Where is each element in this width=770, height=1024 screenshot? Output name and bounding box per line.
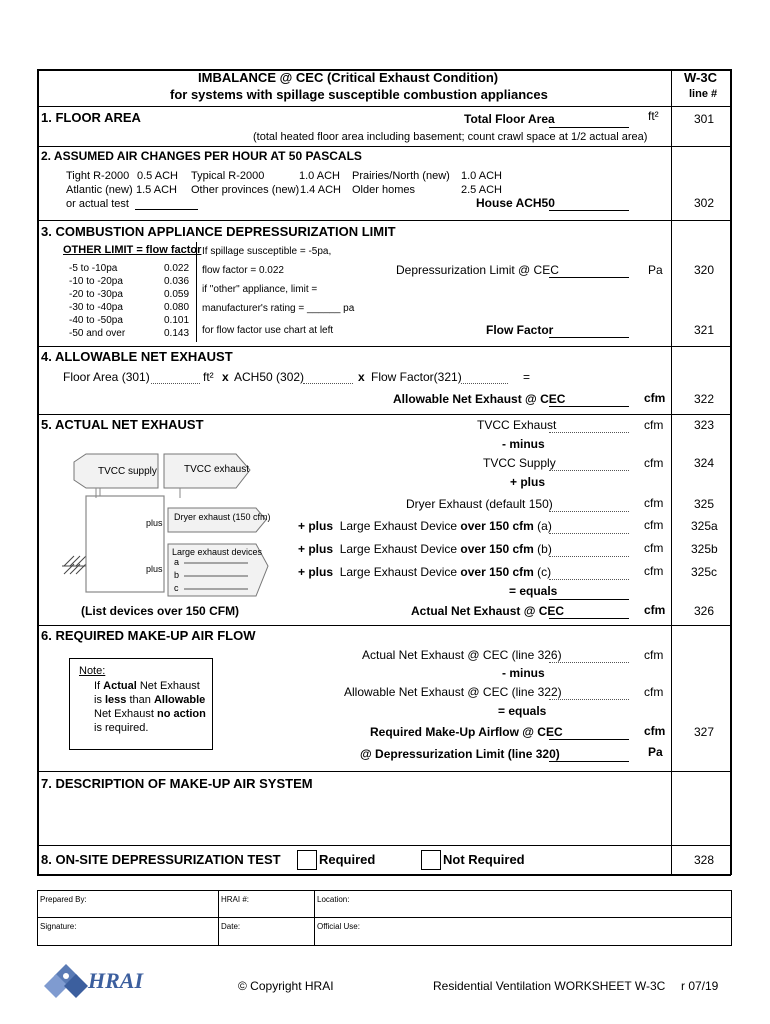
note-text: is xyxy=(94,694,105,706)
line-320: 320 xyxy=(694,263,715,277)
worksheet-name: Residential Ventilation WORKSHEET W-3C xyxy=(433,979,666,993)
unit-ft2: ft² xyxy=(648,109,659,123)
tvcc-exhaust-label: TVCC Exhaust xyxy=(477,418,557,432)
section-1-title: 1. FLOOR AREA xyxy=(41,110,141,125)
line-322: 322 xyxy=(694,392,715,406)
line-325b: 325b xyxy=(691,542,718,556)
makeup-allowable-label: Allowable Net Exhaust @ CEC (line 322) xyxy=(344,685,562,699)
large-device-b-field[interactable] xyxy=(549,556,629,557)
line-302: 302 xyxy=(694,196,715,210)
note-manufacturer-rating: manufacturer's rating = ______ pa xyxy=(202,303,355,314)
large-device-suffix: (a) xyxy=(533,519,552,533)
large-device-suffix: (b) xyxy=(533,542,552,556)
title-line2: for systems with spillage susceptible combustion appliances xyxy=(170,87,548,102)
plus-label: + plus xyxy=(510,475,546,489)
divider xyxy=(37,220,731,221)
equals-label: = equals xyxy=(498,704,547,718)
other-limit-header: OTHER LIMIT = flow factor xyxy=(63,244,202,256)
divider xyxy=(314,890,315,945)
unit-cfm: cfm xyxy=(644,518,664,532)
minus-label: - minus xyxy=(502,666,545,680)
house-ach50-field[interactable] xyxy=(549,210,629,211)
required-checkbox[interactable] xyxy=(297,850,317,870)
allowable-net-exhaust-label: Allowable Net Exhaust @ CEC xyxy=(393,392,566,406)
note-title: Note: xyxy=(79,665,106,677)
line-301: 301 xyxy=(694,112,715,126)
unit-cfm: cfm xyxy=(644,418,664,432)
flow-factor-label: Flow Factor xyxy=(486,323,554,337)
tvcc-supply-label: TVCC Supply xyxy=(483,456,556,470)
limit-range: -20 to -30pa xyxy=(69,289,123,300)
unit-cfm: cfm xyxy=(644,564,664,578)
line-321: 321 xyxy=(694,323,715,337)
ach-older-homes: Older homes xyxy=(352,184,415,196)
unit-pa: Pa xyxy=(648,745,663,759)
depressurization-ref-field[interactable] xyxy=(549,761,629,762)
section-2-title: 2. ASSUMED AIR CHANGES PER HOUR AT 50 PASCALS xyxy=(41,149,362,163)
equals-rule xyxy=(549,599,629,600)
line-323: 323 xyxy=(694,418,715,432)
diagram-dryer: Dryer exhaust (150 cfm) xyxy=(174,512,271,522)
frame-right xyxy=(730,69,732,875)
signature-field[interactable]: Signature: xyxy=(40,922,77,931)
house-wall-icon xyxy=(86,496,164,592)
calc-ach50: ACH50 (302) xyxy=(234,370,305,384)
note-spillage: If spillage susceptible = -5pa, xyxy=(202,246,332,257)
ach-prairies: Prairies/North (new) xyxy=(352,170,450,182)
line-325: 325 xyxy=(694,497,715,511)
title-line1: IMBALANCE @ CEC (Critical Exhaust Condition) xyxy=(198,70,499,85)
unit-cfm: cfm xyxy=(644,496,664,510)
depressurization-limit-field[interactable] xyxy=(549,277,629,278)
plus-label: + plus xyxy=(298,542,334,556)
ach-other-provinces: Other provinces (new) xyxy=(191,184,300,196)
large-device-bold: over 150 cfm xyxy=(460,519,534,533)
frame-left xyxy=(37,69,39,875)
divider xyxy=(218,890,219,945)
prepared-by-field[interactable]: Prepared By: xyxy=(40,895,87,904)
section-8-title: 8. ON-SITE DEPRESSURIZATION TEST xyxy=(41,852,281,867)
limit-range: -10 to -20pa xyxy=(69,276,123,287)
floor-area-note: (total heated floor area including basement; count crawl space at 1/2 actual area) xyxy=(253,131,648,143)
date-field[interactable]: Date: xyxy=(221,922,241,931)
signature-table xyxy=(37,890,732,946)
diagram-c: c xyxy=(174,583,179,593)
limit-range: -40 to -50pa xyxy=(69,315,123,326)
hrai-logo xyxy=(44,962,164,1002)
calc-times: x xyxy=(358,370,365,384)
section-4-title: 4. ALLOWABLE NET EXHAUST xyxy=(41,349,233,364)
note-text: is required. xyxy=(94,722,149,734)
calc-flow-factor-field[interactable] xyxy=(461,383,508,384)
diagram-tvcc-supply: TVCC supply xyxy=(98,466,157,477)
location-field[interactable]: Location: xyxy=(317,895,350,904)
depressurization-limit-label: Depressurization Limit @ CEC xyxy=(396,263,559,277)
not-required-label: Not Required xyxy=(443,852,525,867)
limit-factor: 0.059 xyxy=(164,289,190,300)
ach-typical-r2000: Typical R-2000 xyxy=(191,170,265,182)
tvcc-supply-field[interactable] xyxy=(549,470,629,471)
calc-ach50-field[interactable] xyxy=(303,383,353,384)
makeup-actual-field[interactable] xyxy=(549,662,629,663)
large-device-label: Large Exhaust Device xyxy=(339,565,461,579)
large-device-label: Large Exhaust Device xyxy=(339,542,461,556)
section-3-title: 3. COMBUSTION APPLIANCE DEPRESSURIZATION LIMIT xyxy=(41,224,396,239)
diagram-plus: plus xyxy=(146,518,163,528)
line-number-label: line # xyxy=(689,88,718,100)
unit-cfm: cfm xyxy=(644,603,666,617)
total-floor-area-label: Total Floor Area xyxy=(464,112,555,126)
note-text: than xyxy=(126,694,154,706)
diagram-large-devices: Large exhaust devices xyxy=(172,547,263,557)
divider xyxy=(37,917,731,918)
calc-times: x xyxy=(222,370,229,384)
limit-table-divider xyxy=(196,242,197,342)
large-device-c-field[interactable] xyxy=(549,579,629,580)
note-text: Net Exhaust xyxy=(94,708,157,720)
ach-prairies-value: 1.0 ACH xyxy=(461,170,502,182)
ach-tight-value: 0.5 ACH xyxy=(137,170,178,182)
large-device-bold: over 150 cfm xyxy=(460,565,534,579)
dryer-exhaust-label: Dryer Exhaust (default 150) xyxy=(406,497,553,511)
actual-net-exhaust-label: Actual Net Exhaust @ CEC xyxy=(411,604,565,618)
ground-hatch-icon xyxy=(62,556,86,574)
line-326: 326 xyxy=(694,604,715,618)
ach-typical-value: 1.0 ACH xyxy=(299,170,340,182)
calc-flow-factor: Flow Factor(321) xyxy=(371,370,462,384)
divider xyxy=(37,346,731,347)
unit-cfm: cfm xyxy=(644,685,664,699)
ach-other-value: 1.4 ACH xyxy=(300,184,341,196)
diagram-b: b xyxy=(174,570,180,580)
limit-range: -50 and over xyxy=(69,328,126,339)
large-device-a-field[interactable] xyxy=(549,533,629,534)
calc-floor-area: Floor Area (301) xyxy=(63,370,150,384)
limit-factor: 0.022 xyxy=(164,263,190,274)
ach-tight-r2000: Tight R-2000 xyxy=(66,170,130,182)
ach-actual-test: or actual test xyxy=(66,198,129,210)
unit-cfm: cfm xyxy=(644,456,664,470)
not-required-checkbox[interactable] xyxy=(421,850,441,870)
house-ach50-label: House ACH50 xyxy=(476,196,555,210)
depressurization-limit-ref: @ Depressurization Limit (line 320) xyxy=(360,747,560,761)
note-text: Net Exhaust xyxy=(136,680,200,692)
line-328: 328 xyxy=(694,853,715,867)
minus-label: - minus xyxy=(502,437,545,451)
limit-factor: 0.036 xyxy=(164,276,190,287)
official-use-field[interactable]: Official Use: xyxy=(317,922,360,931)
note-bold: Allowable xyxy=(153,694,206,706)
unit-pa: Pa xyxy=(648,263,663,277)
calc-equals: = xyxy=(523,370,531,384)
note-bold: no action xyxy=(156,708,206,720)
line-325a: 325a xyxy=(691,519,718,533)
makeup-allowable-field[interactable] xyxy=(549,699,629,700)
unit-cfm: cfm xyxy=(644,391,666,405)
note-flow-factor: flow factor = 0.022 xyxy=(202,265,284,276)
large-device-label: Large Exhaust Device xyxy=(339,519,461,533)
unit-cfm: cfm xyxy=(644,541,664,555)
copyright: © Copyright HRAI xyxy=(238,979,334,993)
makeup-actual-label: Actual Net Exhaust @ CEC (line 326) xyxy=(362,648,562,662)
ach-atlantic: Atlantic (new) xyxy=(66,184,133,196)
actual-test-field[interactable] xyxy=(135,209,198,210)
divider xyxy=(37,771,731,772)
diagram-plus: plus xyxy=(146,564,163,574)
tvcc-exhaust-field[interactable] xyxy=(549,432,629,433)
allowable-net-exhaust-field[interactable] xyxy=(549,406,629,407)
limit-range: -5 to -10pa xyxy=(69,263,118,274)
section-6-title: 6. REQUIRED MAKE-UP AIR FLOW xyxy=(41,628,256,643)
equals-label: = equals xyxy=(509,584,558,598)
diagram-a: a xyxy=(174,557,180,567)
plus-label: + plus xyxy=(298,565,334,579)
unit-cfm: cfm xyxy=(644,648,664,662)
divider xyxy=(37,625,731,626)
limit-range: -30 to -40pa xyxy=(69,302,123,313)
line-327: 327 xyxy=(694,725,715,739)
house-ventilation-diagram xyxy=(60,448,290,604)
hrai-number-field[interactable]: HRAI #: xyxy=(221,895,250,904)
ach-older-value: 2.5 ACH xyxy=(461,184,502,196)
diagram-tvcc-exhaust: TVCC exhaust xyxy=(184,464,250,475)
revision: r 07/19 xyxy=(681,979,719,993)
section-5-title: 5. ACTUAL NET EXHAUST xyxy=(41,417,204,432)
actual-net-exhaust-field[interactable] xyxy=(549,618,629,619)
note-chart: for flow factor use chart at left xyxy=(202,325,334,336)
flow-factor-field[interactable] xyxy=(549,337,629,338)
limit-factor: 0.080 xyxy=(164,302,190,313)
plus-label: + plus xyxy=(298,519,334,533)
worksheet-code: W-3C xyxy=(684,70,717,85)
large-device-suffix: (c) xyxy=(533,565,552,579)
line-324: 324 xyxy=(694,456,715,470)
line-column-divider xyxy=(671,69,672,875)
line-325c: 325c xyxy=(691,565,718,579)
divider xyxy=(37,106,731,107)
ach-atlantic-value: 1.5 ACH xyxy=(136,184,177,196)
total-floor-area-field[interactable] xyxy=(549,127,629,128)
logo-text: HRAI xyxy=(88,968,144,993)
note-other-appliance: if "other" appliance, limit = xyxy=(202,284,318,295)
note-bold: Actual xyxy=(103,680,137,692)
required-label: Required xyxy=(319,852,376,867)
dryer-exhaust-field[interactable] xyxy=(549,511,629,512)
unit-cfm: cfm xyxy=(644,724,666,738)
calc-floor-area-field[interactable] xyxy=(151,383,200,384)
limit-factor: 0.101 xyxy=(164,315,190,326)
frame-bottom xyxy=(37,874,731,876)
limit-factor: 0.143 xyxy=(164,328,190,339)
hrai-logo-icon xyxy=(44,964,88,998)
divider xyxy=(37,146,731,147)
required-makeup-field[interactable] xyxy=(549,739,629,740)
required-makeup-label: Required Make-Up Airflow @ CEC xyxy=(370,725,563,739)
makeup-description-area[interactable] xyxy=(40,795,670,843)
divider xyxy=(37,414,731,415)
note-bold: less xyxy=(105,694,127,706)
list-devices-note: (List devices over 150 CFM) xyxy=(81,604,240,618)
large-device-bold: over 150 cfm xyxy=(460,542,534,556)
note-text: If xyxy=(94,680,104,692)
divider xyxy=(37,845,731,846)
calc-ft2: ft² xyxy=(203,370,214,384)
section-7-title: 7. DESCRIPTION OF MAKE-UP AIR SYSTEM xyxy=(41,776,313,791)
